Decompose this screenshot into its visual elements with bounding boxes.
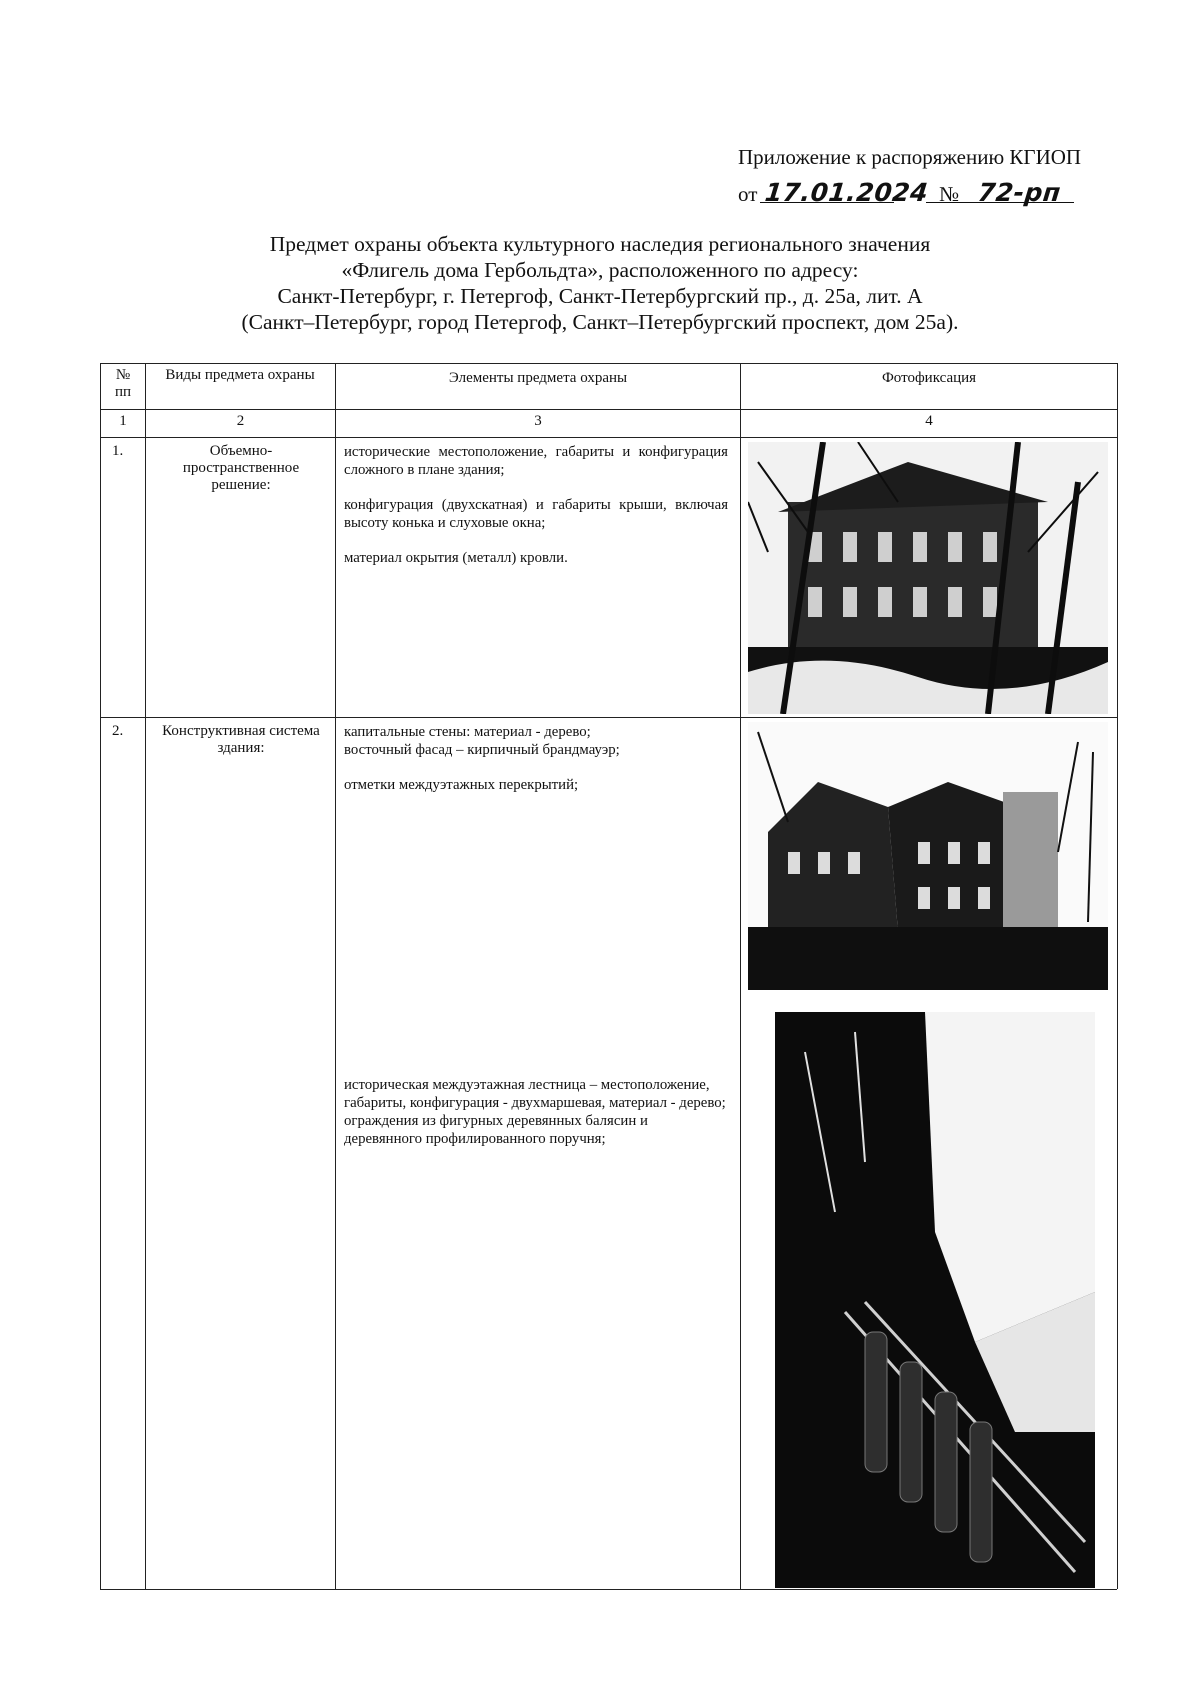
col-number: 4	[925, 413, 933, 429]
row-elements	[344, 443, 728, 584]
col-divider-3	[740, 363, 741, 1589]
row-kind: Конструктивная система здания:	[162, 723, 320, 756]
col-number: 3	[534, 413, 542, 429]
table-border-right	[1117, 363, 1118, 1589]
element-item: отметки междуэтажных перекрытий;	[344, 777, 579, 793]
header-kind: Виды предмета охраны	[165, 367, 315, 383]
document-title	[140, 231, 1060, 335]
header-divider	[100, 409, 1117, 410]
building-photo-facade	[748, 722, 1108, 990]
element-item: материал окрытия (металл) кровли.	[344, 550, 568, 566]
order-number: 72-рп	[976, 178, 1063, 207]
col-divider-2	[335, 363, 336, 1589]
date-prefix: от	[738, 182, 758, 206]
element-item: капитальные стены: материал - дерево;	[344, 724, 591, 740]
order-date: 17.01.2024	[763, 178, 930, 207]
col-divider-1	[145, 363, 146, 1589]
header-elements: Элементы предмета охраны	[448, 370, 628, 386]
staircase-photo	[775, 1012, 1095, 1588]
element-item: исторические местоположение, габариты и конфигурация сложного в плане здания;	[344, 444, 728, 478]
row-number: 2.	[112, 723, 124, 739]
appendix-title: Приложение к распоряжению КГИОП	[738, 145, 1082, 169]
date-underline	[760, 202, 894, 203]
col-number: 1	[119, 413, 127, 429]
order-line	[738, 178, 1061, 208]
col-number: 2	[236, 413, 245, 429]
row-elements-stair	[344, 1076, 728, 1148]
title-line-2: «Флигель дома Гербольдта», расположенного по адресу:	[341, 258, 859, 282]
title-line-1: Предмет охраны объекта культурного наследия регионального значения	[269, 232, 931, 256]
row-divider	[100, 717, 1117, 718]
title-line-3: Санкт-Петербург, г. Петергоф, Санкт-Петербургский пр., д. 25а, лит. А	[277, 284, 923, 308]
building-photo-winter	[748, 442, 1108, 714]
row-number: 1.	[112, 443, 124, 459]
header-photos: Фотофиксация	[881, 370, 977, 386]
number-underline	[926, 202, 1074, 203]
row-kind: Объемно-пространственное решение:	[182, 443, 300, 493]
table-border-left	[100, 363, 101, 1589]
title-line-4: (Санкт–Петербург, город Петергоф, Санкт–Петербургский проспект, дом 25а).	[241, 310, 959, 334]
row-elements	[344, 723, 734, 794]
element-item: историческая междуэтажная лестница – местоположение, габариты, конфигурация - двухмаршевая, материал - дерево; ограждения из фигурных деревянных балясин и деревянного профилированного поручня;	[344, 1077, 726, 1147]
table-border-top	[100, 363, 1117, 364]
table-border-bottom	[100, 1589, 1117, 1590]
header-num: № пп	[114, 367, 132, 400]
element-item: конфигурация (двухскатная) и габариты крыши, включая высоту конька и слуховые окна;	[344, 497, 728, 531]
number-prefix: №	[939, 182, 960, 206]
element-item: восточный фасад – кирпичный брандмауэр;	[344, 742, 620, 758]
colnum-divider	[100, 437, 1117, 438]
